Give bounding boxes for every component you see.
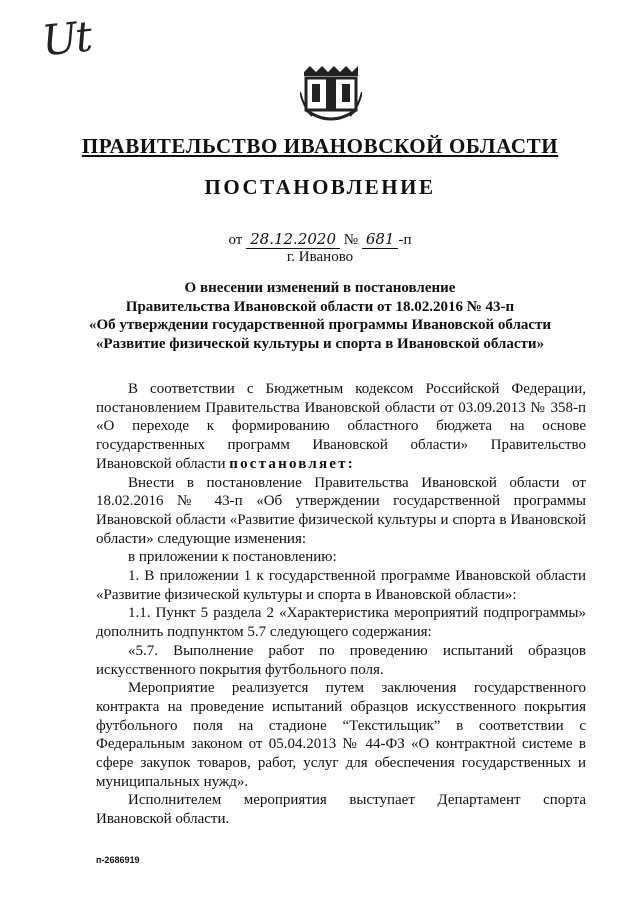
paragraph: 1. В приложении 1 к государственной программе Ивановской области «Развитие физической культуры и спорта в Ивановской области»: [96,568,586,603]
paragraph-text: В соответствии с Бюджетным кодексом Российской Федерации, постановлением Правительства Ивановской области от 03.09.2013 № 358-п «О переходе к формированию областного бюджета на основе государственных программ Ивановской области» Правительство Ивановской области [96,381,586,472]
title-line: О внесении изменений в постановление [184,280,456,296]
document-code: п-2686919 [96,855,140,865]
document-date: 28.12.2020 [246,230,340,249]
paragraph [96,380,586,474]
paragraph: 1.1. Пункт 5 раздела 2 «Характеристика мероприятий подпрограммы» дополнить подпунктом 5.7 следующего содержания: [96,605,586,641]
date-number-line [0,230,640,249]
paragraph: Исполнителем мероприятия выступает Департамент спорта Ивановской области. [96,792,586,828]
handwritten-mark: Ut [39,11,93,66]
document-number: 681 [362,230,399,249]
title-line: Правительства Ивановской области от 18.02.2016 № 43-п [125,298,515,315]
paragraph: Внести в постановление Правительства Ивановской области от 18.02.2016 № 43-п «Об утверждении государственной программы Ивановской области «Развитие физической культуры и спорта в Ивановской области» следующие изменения: [96,474,586,547]
document-title [0,279,640,353]
title-line: «Об утверждении государственной программы Ивановской области [88,317,552,333]
title-line: «Развитие физической культуры и спорта в Ивановской области» [95,335,545,352]
paragraph: Мероприятие реализуется путем заключения государственного контракта на проведение испытаний образцов искусственного покрытия футбольного поля на стадионе “Текстильщик” в соответствии с Федеральным законом от 05.04.2013 № 44-ФЗ «О контрактной системе в сфере закупок товаров, работ, услуг для обеспечения государственных и муниципальных нужд». [96,680,586,790]
number-sign: № [343,232,359,248]
city-line: г. Иваново [286,249,354,265]
number-suffix: -п [398,232,412,248]
coat-of-arms-icon [300,62,362,128]
paragraph: в приложении к постановлению: [128,549,337,566]
document-body [96,380,586,829]
resolution-keyword: постановляет: [229,455,355,472]
document-type-heading: ПОСТАНОВЛЕНИЕ [204,175,436,199]
government-title: ПРАВИТЕЛЬСТВО ИВАНОВСКОЙ ОБЛАСТИ [81,134,559,158]
paragraph: «5.7. Выполнение работ по проведению испытаний образцов искусственного покрытия футбольного поля. [96,642,586,678]
date-prefix: от [228,232,243,248]
